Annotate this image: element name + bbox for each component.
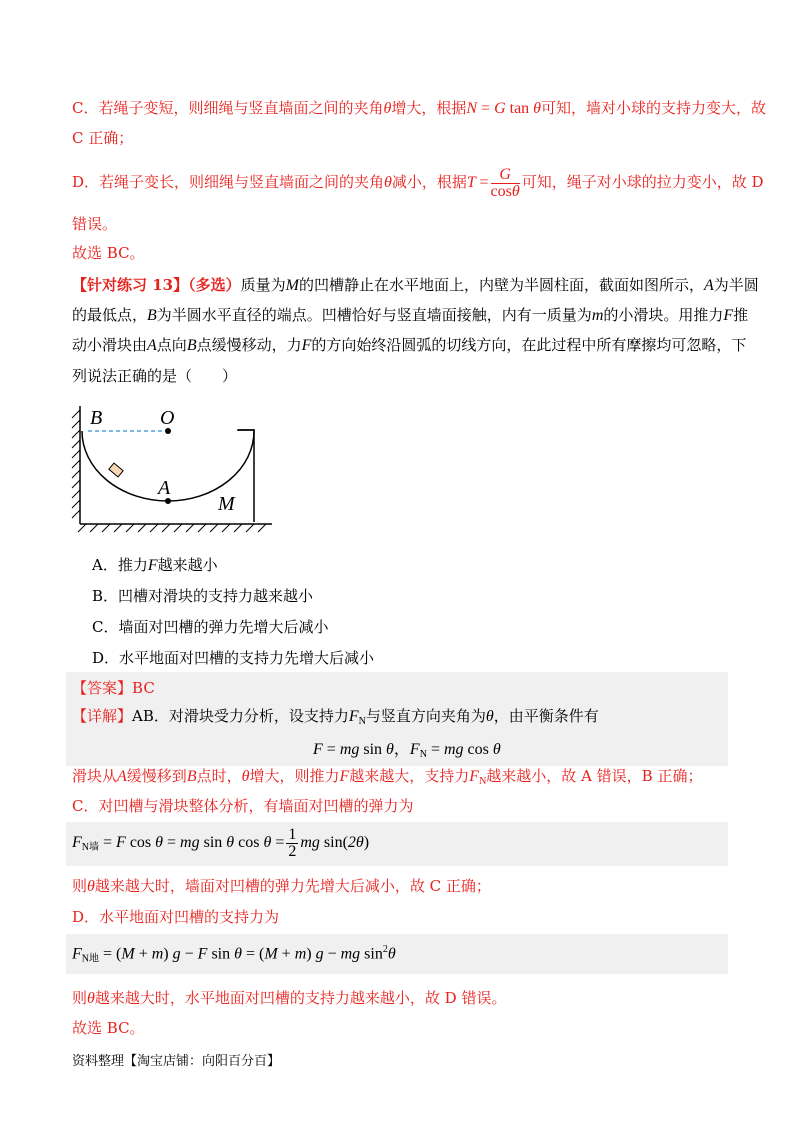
analysis-c-line1: C．若绳子变短，则细绳与竖直墙面之间的夹角θ增大，根据N = G tan θ可知，墙对小球的支持力变大，故: [72, 99, 767, 117]
question-line4: 列说法正确的是（ ）: [72, 367, 238, 385]
label-o: O: [160, 407, 175, 429]
detail-d-formula: $F_{N地} = (M + m) g - F$ sin θ = (M + m) g − mg $\sin^2\theta$: [72, 944, 396, 965]
label-a: A: [158, 477, 171, 499]
groove-figure: [68, 402, 278, 534]
detail-c-line1: C．对凹槽与滑块整体分析，有墙面对凹槽的弹力为: [72, 797, 414, 815]
label-b: B: [90, 407, 103, 429]
detail-c-formula: $F_{N墙} = F$ cos θ = mg sin θ cos θ = $\frac{1}{2}$ mg sin(2θ): [72, 825, 370, 860]
option-b[interactable]: B．凹槽对滑块的支持力越来越小: [92, 587, 314, 605]
detail-d-line3: 则θ越来越大时，水平地面对凹槽的支持力越来越小，故 D 错误。: [72, 989, 507, 1007]
detail-c-line3: 则θ越来越大时，墙面对凹槽的弹力先增大后减小，故 C 正确；: [72, 877, 491, 895]
footer-source: 资料整理【淘宝店铺：向阳百分百】: [72, 1054, 281, 1069]
analysis-d-line2: 错误。: [72, 215, 118, 233]
question-line2: 的最低点，B为半圆水平直径的端点。凹槽恰好与竖直墙面接触，内有一质量为m的小滑块。用推力F推: [72, 306, 749, 324]
detail-ab-line3: 滑块从A缓慢移到B点时，θ增大，则推力F越来越大，支持力$F_N$越来越小，故 A 错误，B 正确；: [72, 767, 703, 787]
question-line3: 动小滑块由A点向B点缓慢移动，力F的方向始终沿圆弧的切线方向，在此过程中所有摩擦均可忽略，下: [72, 336, 747, 354]
detail-d-line1: D．水平地面对凹槽的支持力为: [72, 908, 280, 926]
answer-bg: [66, 672, 728, 708]
option-c[interactable]: C．墙面对凹槽的弹力先增大后减小: [92, 618, 329, 636]
detail-ab-formula: F = mg sin θ，$F_N$ = mg cos θ: [313, 739, 501, 760]
answer-line: 【答案】BC: [72, 679, 155, 697]
question-line1: 【针对练习 13】（多选）质量为M的凹槽静止在水平地面上，内壁为半圆柱面，截面如图所示，A为半圆: [72, 276, 759, 294]
option-d[interactable]: D．水平地面对凹槽的支持力先增大后减小: [92, 649, 375, 667]
formula-n-g-tan: N = G tan θ: [466, 100, 542, 117]
slider-block: [109, 463, 123, 477]
option-a[interactable]: A．推力F越来越小: [92, 556, 218, 574]
analysis-pick: 故选 BC。: [72, 244, 145, 262]
detail-ab-line1: 【详解】AB．对滑块受力分析，设支持力$F_N$与竖直方向夹角为θ，由平衡条件有: [72, 707, 599, 727]
analysis-d-line1: D．若绳子变长，则细绳与竖直墙面之间的夹角θ减小，根据T = $\frac{G}{\cos\theta}$ 可知，绳子对小球的拉力变小，故 D: [72, 165, 764, 200]
label-m: M: [218, 493, 235, 515]
formula-t-g-cos: T =: [466, 174, 489, 191]
analysis-c-line2: C 正确；: [72, 129, 134, 147]
detail-pick: 故选 BC。: [72, 1019, 145, 1037]
